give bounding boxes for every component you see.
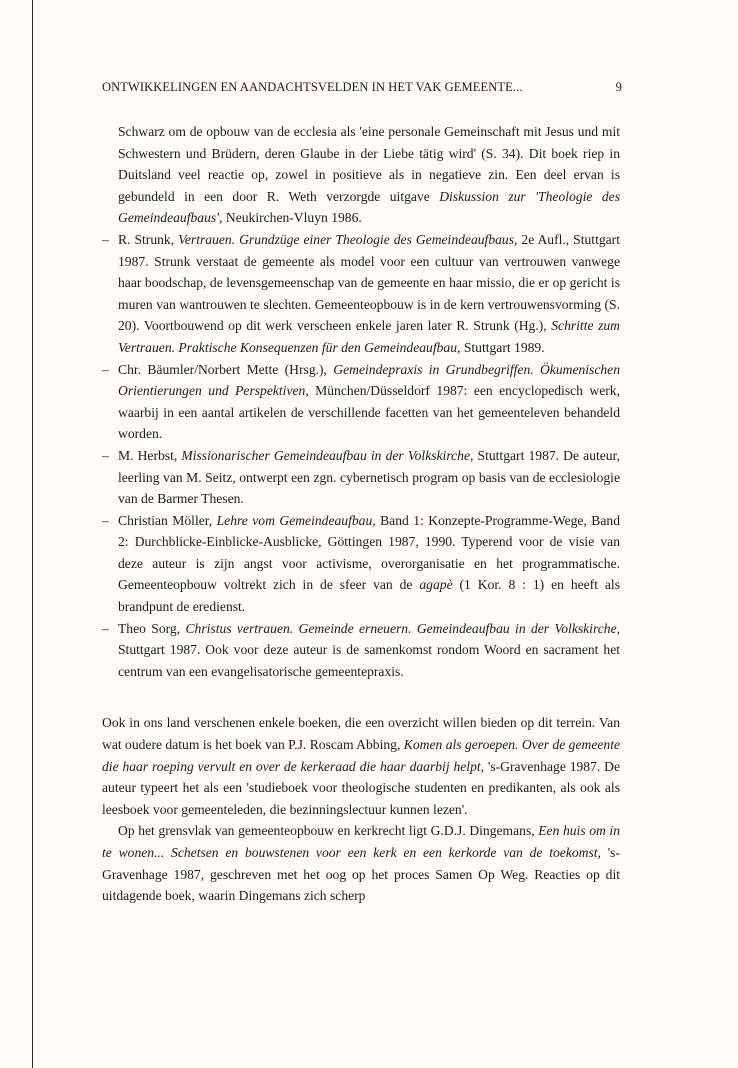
continuation-paragraph: Schwarz om de opbouw van de ecclesia als 'eine personale Gemeinschaft mit Jesus und mit Schwestern und Brüdern, deren Glaube in der Liebe tätig wird' (S. 34). Dit boek riep in Duitsland veel reactie op, zowel in positieve als in negatieve zin. Een deel ervan is gebundeld in een door R. Weth verzorgde uitgave Diskussion zur 'Theologie des Gemeindeaufbaus', Neukirchen-Vluyn 1986. bbox=[118, 124, 620, 226]
running-header-title: ONTWIKKELINGEN EN AANDACHTSVELDEN IN HET VAK GEMEENTE... bbox=[102, 80, 523, 94]
page-body bbox=[102, 121, 620, 907]
list-item: – R. Strunk, Vertrauen. Grundzüge einer Theologie des Gemeindeaufbaus, 2e Aufl., Stuttgart 1987. Strunk verstaat de gemeente als model voor een cultuur van vertrouwen vanwege haar boodschap, de levensgemeenschap van de gemeente en haar missio, die er op gericht is muren van wantrouwen te slechten. Gemeenteopbouw is in de kern vertrouwensvorming (S. 20). Voortbouwend op dit werk verscheen enkele jaren later R. Strunk (Hg.), Schritte zum Vertrauen. Praktische Konsequenzen für den Gemeindeaufbau, Stuttgart 1989. bbox=[102, 231, 620, 355]
page-edge-line bbox=[32, 0, 33, 1068]
body-paragraph: Ook in ons land verschenen enkele boeken, die een overzicht willen bieden op dit terrein. Van wat oudere datum is het boek van P.J. Roscam Abbing, Komen als geroepen. Over de gemeente die haar roeping vervult en over de kerkeraad die haar daarbij helpt, 's-Gravenhage 1987. De auteur typeert het als een 'studieboek voor theologische studenten en predikanten, als ook als leesboek voor gemeenteleden, die bezinningslectuur kunnen lezen'. bbox=[102, 715, 620, 817]
reference-list bbox=[102, 229, 620, 682]
list-item: – Theo Sorg, Christus vertrauen. Gemeinde erneuern. Gemeindeaufbau in der Volkskirche, Stuttgart 1987. Ook voor deze auteur is de samenkomst rondom Woord en sacrament het centrum van een evangelisatorische gemeentepraxis. bbox=[102, 620, 621, 679]
list-item: – Chr. Bäumler/Norbert Mette (Hrsg.), Gemeindepraxis in Grundbegriffen. Ökumenischen Orientierungen und Perspektiven, München/Düsseldorf 1987: een encyclopedisch werk, waarbij in een aantal artikelen de verschillende facetten van het gemeenteleven behandeld worden. bbox=[102, 361, 621, 442]
list-item: – Christian Möller, Lehre vom Gemeindeaufbau, Band 1: Konzepte-Programme-Wege, Band 2: Durchblicke-Einblicke-Ausblicke, Göttingen 1987, 1990. Typerend voor de visie van deze auteur is zijn angst voor activisme, overorganisatie en het programmatische. Gemeenteopbouw voltrekt zich in de sfeer van de agapè (1 Kor. 8 : 1) en heeft als brandpunt de eredienst. bbox=[102, 512, 621, 615]
page-number: 9 bbox=[615, 80, 622, 94]
list-item: – M. Herbst, Missionarischer Gemeindeaufbau in der Volkskirche, Stuttgart 1987. De auteur, leerling van M. Seitz, ontwerpt een zgn. cybernetisch program op basis van de ecclesiologie van de Barmer Thesen. bbox=[102, 447, 620, 507]
body-paragraph: Op het grensvlak van gemeenteopbouw en kerkrecht ligt G.D.J. Dingemans, Een huis om in te wonen... Schetsen en bouwstenen voor een kerk en een kerkorde van de toekomst, 's-Gravenhage 1987, geschreven met het oog op het proces Samen Op Weg. Reacties op dit uitdagende boek, waarin Dingemans zich scherp bbox=[102, 823, 620, 904]
